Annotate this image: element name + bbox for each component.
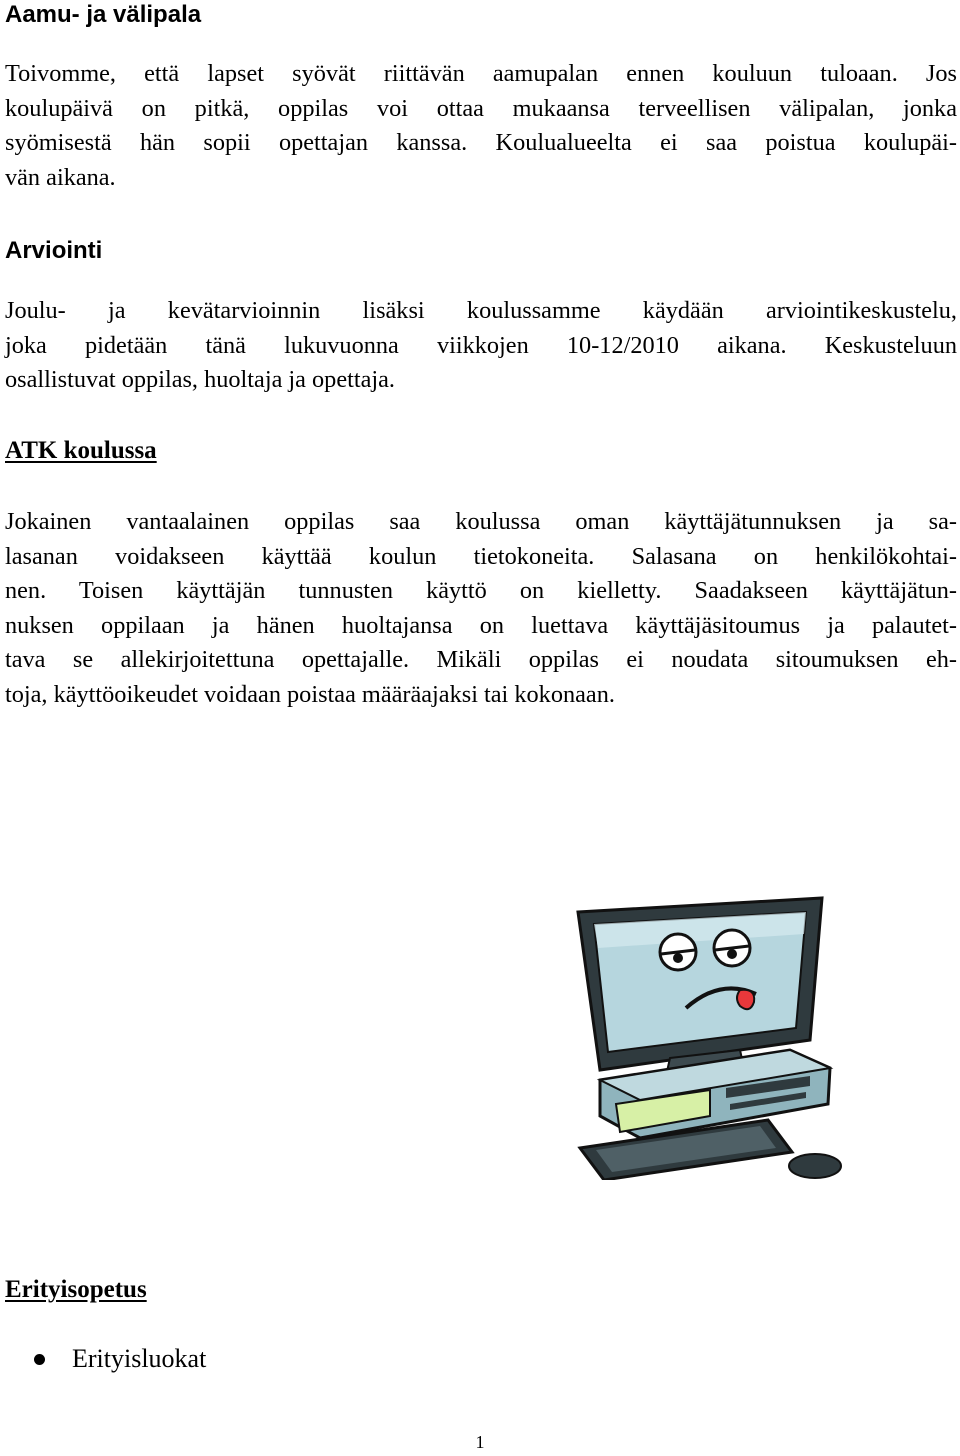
text-line: nuksen oppilaan ja hänen huoltajansa on luettava käyttäjäsitoumus ja palautet- bbox=[5, 611, 957, 639]
heading-erityisopetus: Erityisopetus bbox=[5, 1276, 147, 1303]
list-item-label: Erityisluokat bbox=[72, 1344, 207, 1373]
tongue bbox=[737, 990, 754, 1009]
heading-atk-koulussa: ATK koulussa bbox=[5, 437, 157, 464]
bullet-icon bbox=[34, 1354, 45, 1365]
text-line: tava se allekirjoitettuna opettajalle. Mikäli oppilas ei noudata sitoumuksen eh- bbox=[5, 646, 957, 673]
paragraph-aamu bbox=[5, 57, 957, 195]
text-line: Joulu- ja kevätarvioinnin lisäksi koulussamme käydään arviointikeskustelu, bbox=[5, 297, 957, 324]
text-line: toja, käyttöoikeudet voidaan poistaa määräajaksi tai kokonaan. bbox=[5, 680, 615, 708]
mouse-icon bbox=[789, 1154, 841, 1178]
text-line: koulupäivä on pitkä, oppilas voi ottaa mukaansa terveellisen välipalan, jonka bbox=[5, 94, 957, 122]
sick-computer-illustration bbox=[560, 890, 850, 1180]
list-item bbox=[34, 1344, 206, 1374]
text-line: osallistuvat oppilas, huoltaja ja opettaja. bbox=[5, 366, 396, 393]
text-line: syömisestä hän sopii opettajan kanssa. Koulualueelta ei saa poistua koulupäi- bbox=[5, 129, 957, 156]
text-line: Jokainen vantaalainen oppilas saa koulussa oman käyttäjätunnuksen ja sa- bbox=[5, 508, 957, 535]
heading-arviointi: Arviointi bbox=[5, 237, 103, 264]
paragraph-arviointi bbox=[5, 294, 957, 398]
paragraph-atk bbox=[5, 505, 957, 712]
heading-aamu-ja-valipala: Aamu- ja välipala bbox=[5, 1, 202, 28]
text-line: lasanan voidakseen käyttää koulun tietokoneita. Salasana on henkilökohtai- bbox=[5, 542, 957, 570]
text-line: nen. Toisen käyttäjän tunnusten käyttö on kielletty. Saadakseen käyttäjätun- bbox=[5, 577, 957, 604]
text-line: Toivomme, että lapset syövät riittävän aamupalan ennen kouluun tuloaan. Jos bbox=[5, 60, 957, 87]
text-line: joka pidetään tänä lukuvuonna viikkojen 10-12/2010 aikana. Keskusteluun bbox=[5, 331, 957, 359]
page-number: 1 bbox=[475, 1432, 485, 1452]
text-line: vän aikana. bbox=[5, 163, 116, 191]
